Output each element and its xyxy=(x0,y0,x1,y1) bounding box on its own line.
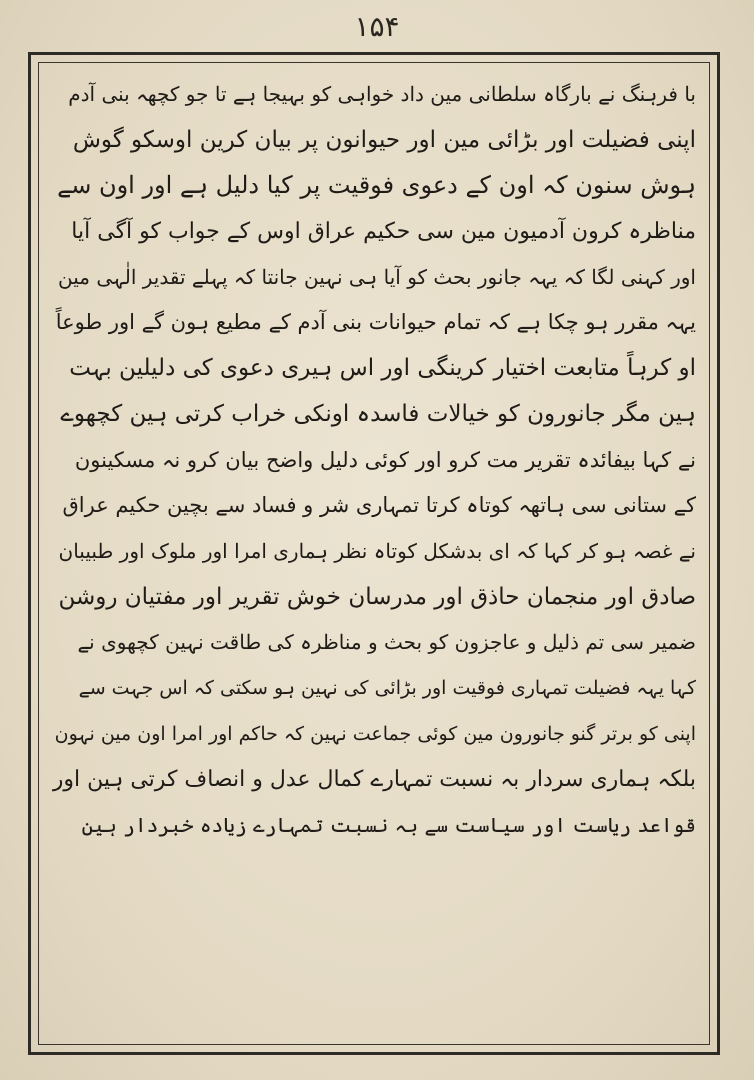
text-line: نے کہا بیفائدہ تقریر مت کرو اور کوئی دلیل واضح بیان کرو نہ مسکینون xyxy=(74,447,696,472)
text-line: ضمیر سی تم ذلیل و عاجزون کو بحث و مناظرہ کی طاقت نہین کچھوی نے xyxy=(77,630,696,655)
text-line: اور کہنی لگا کہ یہہ جانور بحث کو آیا ہی نہین جانتا کہ پہلے تقدیر الٰہی مین xyxy=(58,264,696,289)
text-line: کہا یہہ فضیلت تمہاری فوقیت اور بڑائی کی نہین ہو سکتی کہ اس جہت سے xyxy=(78,676,696,699)
text-line: ہین مگر جانورون کو خیالات فاسدہ اونکی خراب کرتی ہین کچھوے xyxy=(60,400,696,427)
urdu-text-block xyxy=(52,72,696,1032)
page-number: ۱۵۴ xyxy=(354,10,400,43)
text-line: اپنی کو برتر گنو جانورون مین کوئی جماعت نہین کہ حاکم اور امرا اون مین نہون xyxy=(54,722,696,745)
text-line: نے غصہ ہو کر کہا کہ ای بدشکل کوتاہ نظر ہماری امرا اور ملوک اور طبیبان xyxy=(58,538,696,563)
text-line: کے ستانی سی ہاتھہ کوتاہ کرتا تمہاری شر و فساد سے بچین حکیم عراق xyxy=(62,493,696,518)
text-line: با فرہنگ نے بارگاہ سلطانی مین داد خواہی کو بہیجا ہے تا جو کچھہ بنی آدم xyxy=(68,82,696,106)
text-line: یہہ مقرر ہو چکا ہے کہ تمام حیوانات بنی آدم کے مطیع ہون گے اور طوعاً xyxy=(55,310,696,335)
text-line: بلکہ ہماری سردار بہ نسبت تمہارے کمال عدل و انصاف کرتی ہین اور xyxy=(52,767,696,793)
text-line: صادق اور منجمان حاذق اور مدرسان خوش تقریر اور مفتیان روشن xyxy=(58,583,696,610)
text-line: مناظرہ کرون آدمیون مین سی حکیم عراق اوس کے جواب کو آگی آیا xyxy=(71,219,696,245)
text-line: ہوش سنون کہ اون کے دعوی فوقیت پر کیا دلیل ہے اور اون سے xyxy=(57,171,696,200)
text-line: اپنی فضیلت اور بڑائی مین اور حیوانون پر بیان کرین اوسکو گوش xyxy=(72,126,696,153)
text-line: او کرہاً متابعت اختیار کرینگی اور اس ہیری دعوی کی دلیلین بہت xyxy=(69,355,696,382)
text-line: قواعد ریاست اور سیاست سے بہ نسبت تمہارے زیادہ خبردار ہین xyxy=(81,813,696,837)
